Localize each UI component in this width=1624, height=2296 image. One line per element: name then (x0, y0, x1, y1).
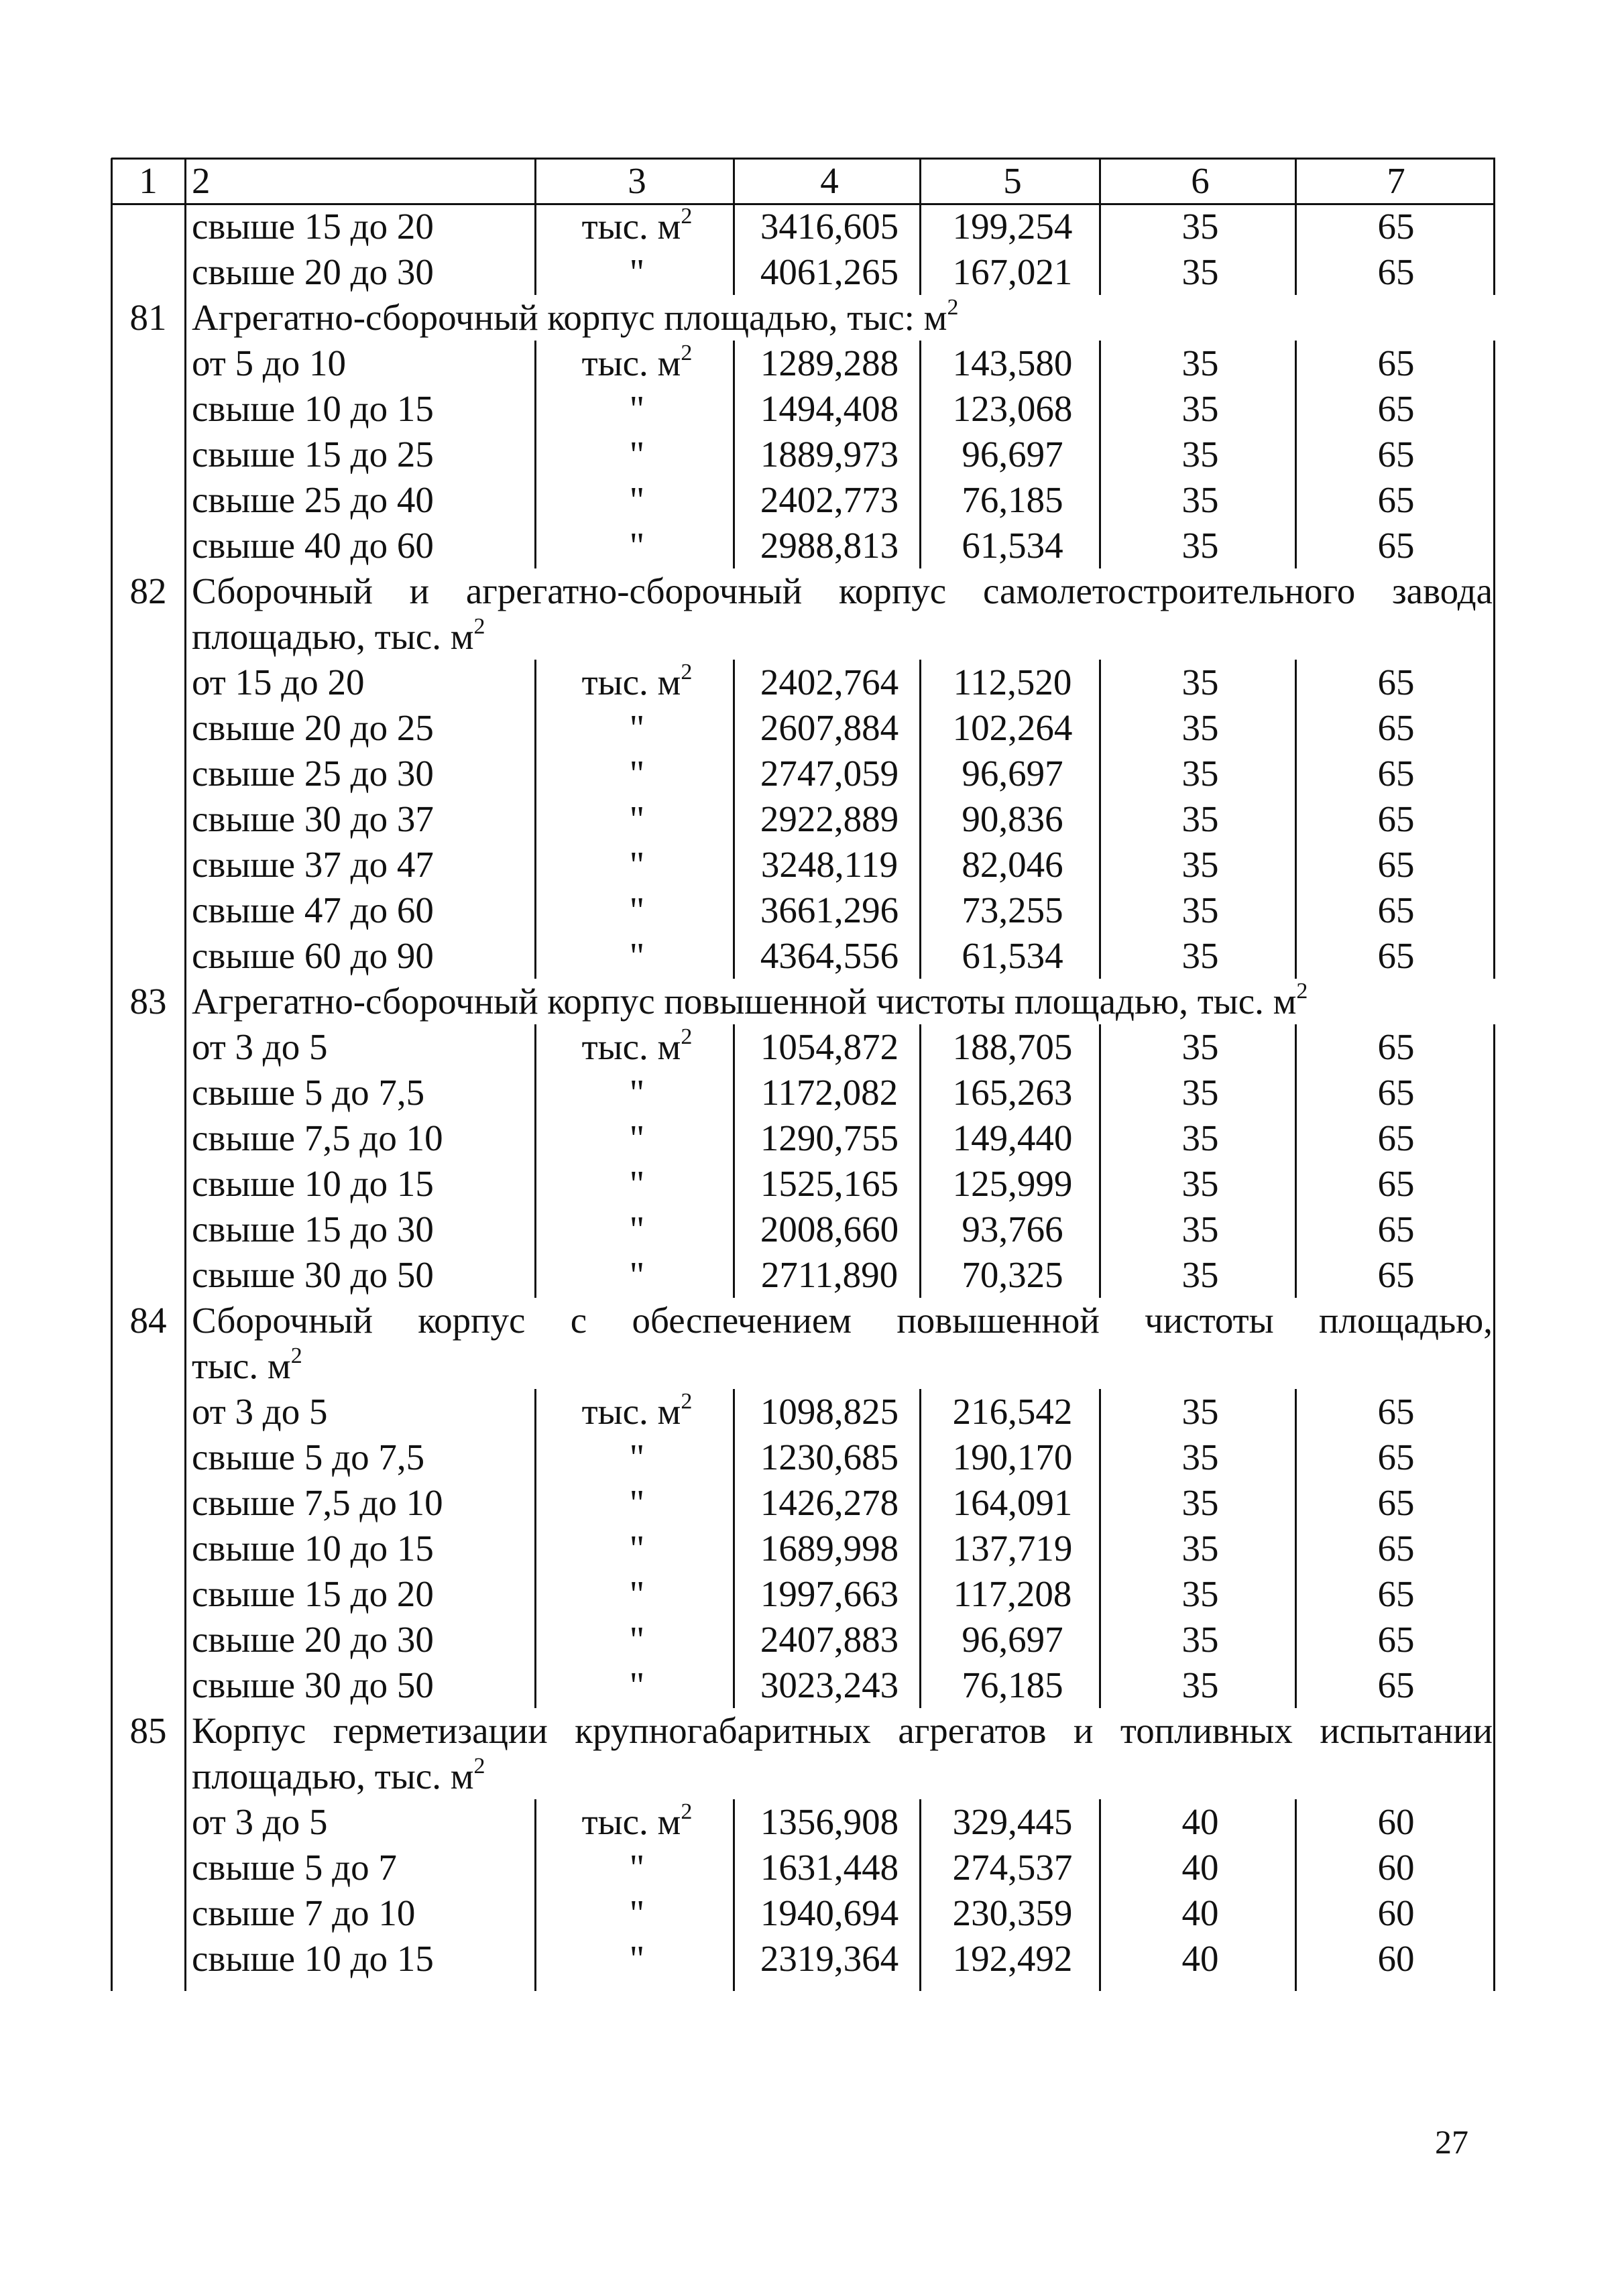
header-cell: 5 (1003, 160, 1022, 201)
unit-exponent: 2 (681, 1024, 693, 1049)
area-unit-exponent: 2 (473, 613, 485, 639)
header-cell: 2 (192, 160, 211, 201)
column-border (1295, 1389, 1297, 1708)
unit-cell: тыс. $м^2$ (581, 1799, 693, 1842)
value-col-4: 1356,908 (760, 1801, 899, 1842)
item-number: 81 (129, 297, 167, 338)
value-col-6: 35 (1181, 479, 1219, 520)
section-title: площадью, тыс. $м^2$ (192, 1753, 485, 1797)
unit-cell: " (629, 251, 645, 292)
table-right-border (1493, 341, 1495, 568)
value-col-7: 65 (1377, 1665, 1415, 1705)
column-border (1295, 1024, 1297, 1298)
value-col-6: 35 (1181, 251, 1219, 292)
table-top-border (111, 158, 1495, 160)
unit-cell: " (629, 1847, 645, 1888)
value-col-6: 35 (1181, 1665, 1219, 1705)
value-col-4: 1098,825 (760, 1391, 899, 1432)
size-range: свыше 20 до 30 (192, 251, 434, 292)
value-col-7: 65 (1377, 1163, 1415, 1204)
column-border (733, 341, 735, 568)
unit-cell: " (629, 1437, 645, 1477)
size-range: свыше 30 до 50 (192, 1254, 434, 1295)
section-title: Агрегатно-сборочный корпус повышенной чистоты площадью, тыс. $м^2$ (192, 978, 1308, 1022)
unit-cell: тыс. $м^2$ (581, 203, 693, 247)
value-col-4: 2008,660 (760, 1209, 899, 1250)
value-col-5: 149,440 (952, 1117, 1073, 1158)
unit-cell: " (629, 1163, 645, 1204)
value-col-6: 40 (1181, 1847, 1219, 1888)
column-border (1295, 204, 1297, 295)
unit-exponent: 2 (681, 340, 693, 365)
value-col-6: 35 (1181, 844, 1219, 885)
header-column-border (184, 158, 186, 204)
size-range: от 3 до 5 (192, 1391, 328, 1432)
column-border (1099, 341, 1101, 568)
value-col-7: 65 (1377, 890, 1415, 930)
page-number: 27 (1435, 2123, 1468, 2161)
area-unit-exponent: 2 (1296, 978, 1308, 1004)
size-range: от 3 до 5 (192, 1801, 328, 1842)
value-col-6: 35 (1181, 753, 1219, 794)
value-col-6: 35 (1181, 662, 1219, 703)
unit-cell: " (629, 1619, 645, 1660)
value-col-4: 1172,082 (760, 1072, 898, 1113)
unit-cell: " (629, 525, 645, 566)
size-range: от 15 до 20 (192, 662, 365, 703)
value-col-6: 35 (1181, 1072, 1219, 1113)
value-col-4: 1290,755 (760, 1117, 899, 1158)
unit-cell: " (629, 753, 645, 794)
header-column-border (111, 158, 113, 204)
value-col-4: 1997,663 (760, 1573, 899, 1614)
value-col-4: 1230,685 (760, 1437, 899, 1477)
header-column-border (534, 158, 536, 204)
column-border (1295, 341, 1297, 568)
value-col-7: 65 (1377, 1117, 1415, 1158)
header-column-border (1099, 158, 1101, 204)
unit-cell: " (629, 1209, 645, 1250)
column-border (919, 341, 921, 568)
item-number: 83 (129, 981, 167, 1022)
value-col-4: 1054,872 (760, 1026, 899, 1067)
unit-cell: " (629, 1482, 645, 1523)
value-col-5: 70,325 (962, 1254, 1063, 1295)
value-col-5: 192,492 (952, 1938, 1073, 1979)
table-right-border (1493, 1389, 1495, 1708)
value-col-4: 3661,296 (760, 890, 899, 930)
value-col-4: 3023,243 (760, 1665, 899, 1705)
value-col-7: 65 (1377, 662, 1415, 703)
value-col-4: 2988,813 (760, 525, 899, 566)
size-range: свыше 30 до 50 (192, 1665, 434, 1705)
size-range: свыше 10 до 15 (192, 1528, 434, 1569)
value-col-6: 35 (1181, 1573, 1219, 1614)
section-title: площадью, тыс. $м^2$ (192, 613, 485, 657)
column-border (1295, 660, 1297, 979)
value-col-7: 65 (1377, 479, 1415, 520)
value-col-7: 65 (1377, 1619, 1415, 1660)
unit-exponent: 2 (681, 1388, 693, 1414)
value-col-6: 35 (1181, 1163, 1219, 1204)
value-col-6: 40 (1181, 1892, 1219, 1933)
table-left-border (111, 204, 113, 1991)
column-border (919, 204, 921, 295)
value-col-5: 125,999 (952, 1163, 1073, 1204)
value-col-7: 65 (1377, 1391, 1415, 1432)
value-col-5: 216,542 (952, 1391, 1073, 1432)
size-range: свыше 7,5 до 10 (192, 1117, 443, 1158)
column-border (919, 1799, 921, 1991)
table-right-border (1493, 1298, 1495, 1389)
size-range: свыше 15 до 25 (192, 434, 434, 475)
column-border (733, 1024, 735, 1298)
value-col-6: 35 (1181, 1117, 1219, 1158)
value-col-7: 65 (1377, 1437, 1415, 1477)
value-col-5: 93,766 (962, 1209, 1063, 1250)
value-col-7: 65 (1377, 1254, 1415, 1295)
section-title: Агрегатно-сборочный корпус площадью, тыс: $м^2$ (192, 294, 959, 338)
column-border (733, 204, 735, 295)
value-col-4: 1494,408 (760, 388, 899, 429)
value-col-5: 199,254 (952, 206, 1073, 247)
unit-cell: " (629, 1072, 645, 1113)
table-right-border (1493, 1708, 1495, 1799)
value-col-6: 40 (1181, 1801, 1219, 1842)
item-number: 84 (129, 1300, 167, 1341)
value-col-4: 2402,773 (760, 479, 899, 520)
number-column-border (184, 204, 186, 1991)
value-col-7: 65 (1377, 206, 1415, 247)
value-col-6: 35 (1181, 1254, 1219, 1295)
value-col-6: 35 (1181, 1482, 1219, 1523)
unit-cell: тыс. $м^2$ (581, 659, 693, 703)
value-col-4: 1289,288 (760, 343, 899, 383)
value-col-6: 35 (1181, 206, 1219, 247)
value-col-5: 230,359 (952, 1892, 1073, 1933)
value-col-5: 76,185 (962, 1665, 1063, 1705)
value-col-7: 65 (1377, 1573, 1415, 1614)
value-col-7: 65 (1377, 434, 1415, 475)
column-border (733, 660, 735, 979)
column-border (1099, 660, 1101, 979)
value-col-4: 2922,889 (760, 798, 899, 839)
value-col-4: 1889,973 (760, 434, 899, 475)
item-number: 82 (129, 570, 167, 611)
value-col-4: 1631,448 (760, 1847, 899, 1888)
header-cell: 6 (1191, 160, 1210, 201)
size-range: свыше 5 до 7,5 (192, 1437, 425, 1477)
header-cell: 4 (820, 160, 839, 201)
value-col-5: 123,068 (952, 388, 1073, 429)
section-title: Сборочный корпус с обеспечением повышенной чистоты площадью, (192, 1300, 1493, 1341)
area-unit-exponent: 2 (947, 294, 959, 320)
value-col-6: 35 (1181, 1026, 1219, 1067)
value-col-7: 65 (1377, 1528, 1415, 1569)
value-col-6: 35 (1181, 388, 1219, 429)
column-border (534, 204, 536, 295)
value-col-5: 61,534 (962, 935, 1063, 976)
size-range: свыше 10 до 15 (192, 388, 434, 429)
size-range: свыше 7 до 10 (192, 1892, 416, 1933)
size-range: свыше 5 до 7,5 (192, 1072, 425, 1113)
size-range: свыше 30 до 37 (192, 798, 434, 839)
value-col-5: 76,185 (962, 479, 1063, 520)
value-col-5: 90,836 (962, 798, 1063, 839)
size-range: свыше 20 до 25 (192, 707, 434, 748)
value-col-4: 1426,278 (760, 1482, 899, 1523)
unit-exponent: 2 (681, 203, 693, 229)
value-col-5: 96,697 (962, 434, 1063, 475)
value-col-6: 35 (1181, 798, 1219, 839)
unit-cell: " (629, 1573, 645, 1614)
value-col-4: 2407,883 (760, 1619, 899, 1660)
value-col-4: 3416,605 (760, 206, 899, 247)
column-border (733, 1389, 735, 1708)
table-right-border (1493, 1799, 1495, 1991)
value-col-5: 329,445 (952, 1801, 1073, 1842)
column-border (919, 1389, 921, 1708)
value-col-5: 137,719 (952, 1528, 1073, 1569)
column-border (1099, 1389, 1101, 1708)
column-border (534, 660, 536, 979)
unit-cell: " (629, 798, 645, 839)
value-col-7: 65 (1377, 1072, 1415, 1113)
value-col-5: 112,520 (953, 662, 1072, 703)
value-col-6: 35 (1181, 343, 1219, 383)
area-unit-exponent: 2 (290, 1343, 302, 1368)
unit-cell: " (629, 707, 645, 748)
unit-cell: " (629, 890, 645, 930)
unit-cell: " (629, 1117, 645, 1158)
value-col-7: 65 (1377, 753, 1415, 794)
value-col-7: 65 (1377, 1209, 1415, 1250)
section-title: Корпус герметизации крупногабаритных агрегатов и топливных испытании (192, 1710, 1493, 1751)
value-col-5: 167,021 (952, 251, 1073, 292)
column-border (919, 1024, 921, 1298)
section-title: тыс. $м^2$ (192, 1343, 302, 1386)
column-border (1295, 1799, 1297, 1991)
value-col-7: 60 (1377, 1801, 1415, 1842)
value-col-4: 4364,556 (760, 935, 899, 976)
unit-cell: " (629, 434, 645, 475)
column-border (534, 1024, 536, 1298)
size-range: свыше 15 до 20 (192, 206, 434, 247)
size-range: свыше 10 до 15 (192, 1938, 434, 1979)
size-range: свыше 20 до 30 (192, 1619, 434, 1660)
table-right-border (1493, 568, 1495, 660)
size-range: свыше 60 до 90 (192, 935, 434, 976)
value-col-5: 164,091 (952, 1482, 1073, 1523)
unit-cell: " (629, 1938, 645, 1979)
unit-cell: " (629, 844, 645, 885)
column-border (534, 1799, 536, 1991)
value-col-6: 35 (1181, 1619, 1219, 1660)
size-range: свыше 47 до 60 (192, 890, 434, 930)
value-col-6: 35 (1181, 525, 1219, 566)
unit-exponent: 2 (681, 1799, 693, 1824)
value-col-7: 60 (1377, 1938, 1415, 1979)
header-cell: 7 (1387, 160, 1405, 201)
value-col-7: 60 (1377, 1847, 1415, 1888)
value-col-6: 40 (1181, 1938, 1219, 1979)
value-col-7: 65 (1377, 798, 1415, 839)
unit-cell: " (629, 1665, 645, 1705)
value-col-7: 65 (1377, 1026, 1415, 1067)
value-col-6: 35 (1181, 935, 1219, 976)
column-border (1099, 1024, 1101, 1298)
value-col-4: 3248,119 (760, 844, 898, 885)
value-col-4: 1940,694 (760, 1892, 899, 1933)
column-border (534, 1389, 536, 1708)
item-number: 85 (129, 1710, 167, 1751)
value-col-6: 35 (1181, 1437, 1219, 1477)
value-col-4: 2402,764 (760, 662, 899, 703)
column-border (1099, 204, 1101, 295)
size-range: свыше 40 до 60 (192, 525, 434, 566)
header-column-border (733, 158, 735, 204)
value-col-4: 1525,165 (760, 1163, 899, 1204)
value-col-5: 143,580 (952, 343, 1073, 383)
table-right-border (1493, 1024, 1495, 1298)
value-col-7: 60 (1377, 1892, 1415, 1933)
column-border (733, 1799, 735, 1991)
value-col-6: 35 (1181, 1391, 1219, 1432)
value-col-6: 35 (1181, 707, 1219, 748)
value-col-4: 2607,884 (760, 707, 899, 748)
section-title: Сборочный и агрегатно-сборочный корпус самолетостроительного завода (192, 570, 1493, 611)
value-col-4: 2319,364 (760, 1938, 899, 1979)
value-col-5: 73,255 (962, 890, 1063, 930)
value-col-5: 117,208 (953, 1573, 1072, 1614)
value-col-7: 65 (1377, 707, 1415, 748)
value-col-5: 190,170 (952, 1437, 1073, 1477)
value-col-7: 65 (1377, 1482, 1415, 1523)
size-range: свыше 15 до 30 (192, 1209, 434, 1250)
value-col-6: 35 (1181, 434, 1219, 475)
size-range: свыше 25 до 30 (192, 753, 434, 794)
value-col-6: 35 (1181, 1209, 1219, 1250)
column-border (534, 341, 536, 568)
size-range: свыше 37 до 47 (192, 844, 434, 885)
header-cell: 3 (628, 160, 646, 201)
value-col-5: 96,697 (962, 1619, 1063, 1660)
unit-cell: тыс. $м^2$ (581, 340, 693, 383)
value-col-5: 61,534 (962, 525, 1063, 566)
value-col-7: 65 (1377, 388, 1415, 429)
value-col-6: 35 (1181, 890, 1219, 930)
area-unit-exponent: 2 (473, 1753, 485, 1778)
value-col-5: 165,263 (952, 1072, 1073, 1113)
unit-cell: тыс. $м^2$ (581, 1388, 693, 1432)
size-range: свыше 7,5 до 10 (192, 1482, 443, 1523)
value-col-5: 96,697 (962, 753, 1063, 794)
unit-cell: " (629, 1892, 645, 1933)
header-column-border (1295, 158, 1297, 204)
size-range: от 5 до 10 (192, 343, 347, 383)
unit-cell: " (629, 1254, 645, 1295)
value-col-4: 2747,059 (760, 753, 899, 794)
value-col-7: 65 (1377, 844, 1415, 885)
value-col-4: 2711,890 (760, 1254, 898, 1295)
header-column-border (1493, 158, 1495, 204)
value-col-7: 65 (1377, 935, 1415, 976)
column-border (1099, 1799, 1101, 1991)
value-col-5: 274,537 (952, 1847, 1073, 1888)
size-range: от 3 до 5 (192, 1026, 328, 1067)
value-col-6: 35 (1181, 1528, 1219, 1569)
column-border (919, 660, 921, 979)
unit-cell: " (629, 388, 645, 429)
size-range: свыше 5 до 7 (192, 1847, 397, 1888)
table-right-border (1493, 660, 1495, 979)
value-col-4: 4061,265 (760, 251, 899, 292)
value-col-4: 1689,998 (760, 1528, 899, 1569)
unit-cell: " (629, 479, 645, 520)
unit-cell: тыс. $м^2$ (581, 1024, 693, 1067)
unit-cell: " (629, 1528, 645, 1569)
size-range: свыше 10 до 15 (192, 1163, 434, 1204)
value-col-7: 65 (1377, 251, 1415, 292)
size-range: свыше 15 до 20 (192, 1573, 434, 1614)
unit-cell: " (629, 935, 645, 976)
header-cell: 1 (139, 160, 158, 201)
size-range: свыше 25 до 40 (192, 479, 434, 520)
unit-exponent: 2 (681, 659, 693, 684)
value-col-5: 188,705 (952, 1026, 1073, 1067)
value-col-7: 65 (1377, 343, 1415, 383)
value-col-5: 82,046 (962, 844, 1063, 885)
header-column-border (919, 158, 921, 204)
value-col-7: 65 (1377, 525, 1415, 566)
value-col-5: 102,264 (952, 707, 1073, 748)
table-right-border (1493, 204, 1495, 295)
